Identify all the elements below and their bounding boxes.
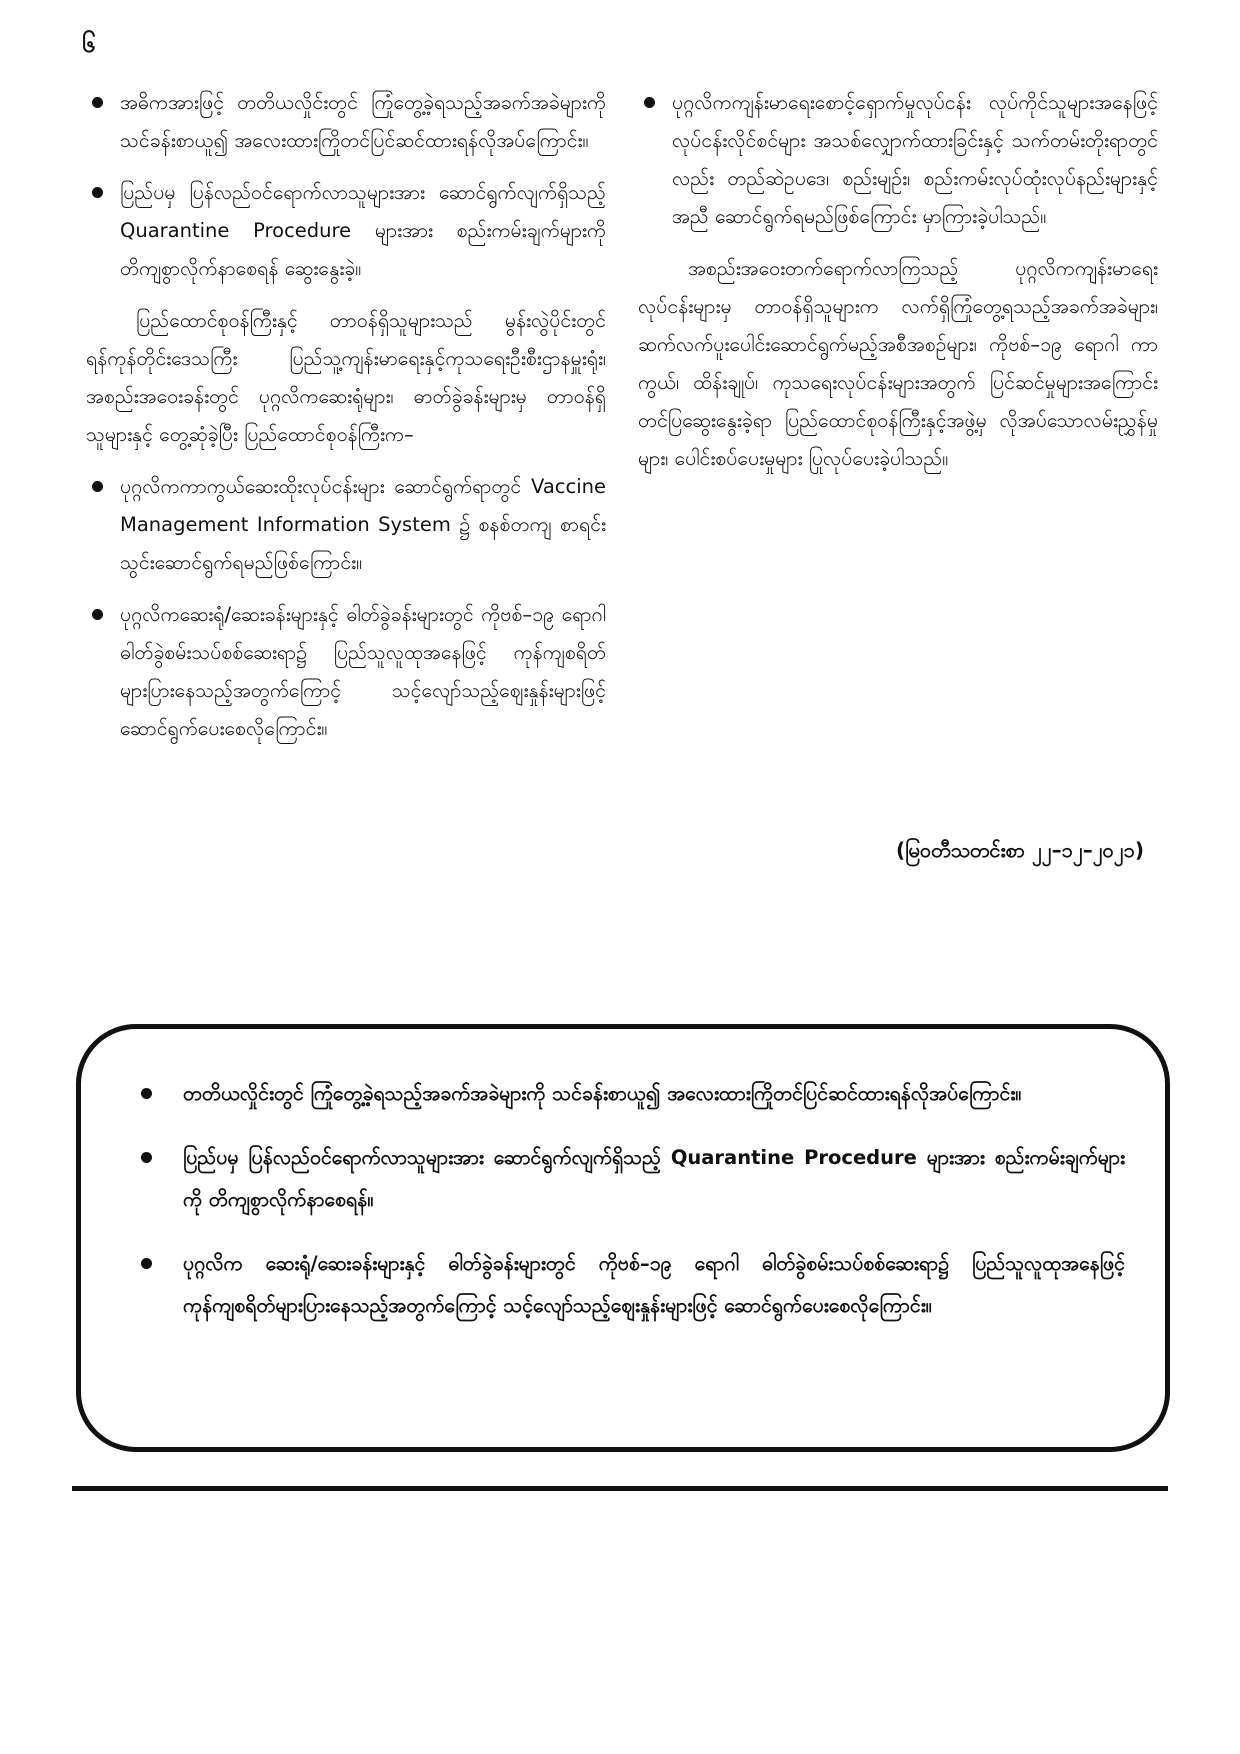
bullet-icon <box>644 97 655 108</box>
list-item-text: ပုဂ္ဂလိကကာကွယ်ဆေးထိုးလုပ်ငန်းများ ဆောင်ရွက်ရာတွင် Vaccine Management Information System ၌ စနစ်တကျ စာရင်းသွင်းဆောင်ရွက်ရမည်ဖြစ်ကြောင်း။ <box>120 475 606 574</box>
callout-item <box>141 1137 1125 1221</box>
right-column <box>638 84 1158 492</box>
list-item <box>86 84 606 160</box>
callout-item-text: ပြည်ပမှ ပြန်လည်ဝင်ရောက်လာသူများအား ဆောင်ရွက်လျက်ရှိသည့် Quarantine Procedure များအား စည်းကမ်းချက်များကို တိကျစွာလိုက်နာစေရန်။ <box>183 1146 1125 1211</box>
body-paragraph: ပြည်ထောင်စုဝန်ကြီးနှင့် တာဝန်ရှိသူများသည် မွန်းလွဲပိုင်းတွင် ရန်ကုန်တိုင်းဒေသကြီး ပြည်သူ့ကျန်းမာရေးနှင့်ကုသရေးဦးစီးဌာနမှူးရုံး၊ အစည်းအဝေးခန်းတွင် ပုဂ္ဂလိကဆေးရုံများ၊ ဓာတ်ခွဲခန်းများမှ တာဝန်ရှိသူများနှင့် တွေ့ဆုံခဲ့ပြီး ပြည်ထောင်စုဝန်ကြီးက– <box>86 309 606 446</box>
list-item <box>86 174 606 288</box>
list-item <box>638 84 1158 236</box>
list-item-text: ပုဂ္ဂလိကကျန်းမာရေးစောင့်ရှောက်မှုလုပ်ငန်း လုပ်ကိုင်သူများအနေဖြင့် လုပ်ငန်းလိုင်စင်များ အသစ်လျှောက်ထားခြင်းနှင့် သက်တမ်းတိုးရာတွင်လည်း တည်ဆဲဥပဒေ၊ စည်းမျဉ်း၊ စည်းကမ်းလုပ်ထုံးလုပ်နည်းများနှင့်အညီ ဆောင်ရွက်ရမည်ဖြစ်ကြောင်း မှာကြားခဲ့ပါသည်။ <box>672 91 1158 228</box>
bullet-icon <box>92 609 103 620</box>
left-column <box>86 84 606 762</box>
bullet-icon <box>92 97 103 108</box>
page-number: ၆ <box>82 30 96 58</box>
bullet-icon <box>141 1088 152 1099</box>
list-item-text: ပုဂ္ဂလိကဆေးရုံ/ဆေးခန်းများနှင့် ဓါတ်ခွဲခန်းများတွင် ကိုဗစ်–၁၉ ရောဂါ ဓါတ်ခွဲစမ်းသပ်စစ်ဆေးရာ၌ ပြည်သူလူထုအနေဖြင့် ကုန်ကျစရိတ်များပြားနေသည့်အတွက်ကြောင့် သင့်လျော်သည့်ဈေးနှုန်းများဖြင့် ဆောင်ရွက်ပေးစေလိုကြောင်း။ <box>120 603 606 740</box>
list-item <box>86 468 606 582</box>
bullet-icon <box>92 187 103 198</box>
source-citation: (မြဝတီသတင်းစာ ၂၂–၁၂–၂၀၂၁) <box>895 838 1144 862</box>
body-paragraph: အစည်းအဝေးတက်ရောက်လာကြသည့် ပုဂ္ဂလိကကျန်းမာရေးလုပ်ငန်းများမှ တာဝန်ရှိသူများက လက်ရှိကြုံတွေ့ရသည့်အခက်အခဲများ၊ ဆက်လက်ပူးပေါင်းဆောင်ရွက်မည့်အစီအစဉ်များ၊ ကိုဗစ်–၁၉ ရောဂါ ကာကွယ်၊ ထိန်းချုပ်၊ ကုသရေးလုပ်ငန်းများအတွက် ပြင်ဆင်မှုများအကြောင်း တင်ပြဆွေးနွေးခဲ့ရာ ပြည်ထောင်စုဝန်ကြီးနှင့်အဖွဲ့မှ လိုအပ်သောလမ်းညွှန်မှုများ၊ ပေါင်းစပ်ပေးမှုများ ပြုလုပ်ပေးခဲ့ပါသည်။ <box>638 257 1158 470</box>
list-item-text: အဓိကအားဖြင့် တတိယလှိုင်းတွင် ကြုံတွေ့ခဲ့ရသည့်အခက်အခဲများကို သင်ခန်းစာယူ၍ အလေးထားကြိုတင်ပြင်ဆင်ထားရန်လိုအပ်ကြောင်း။ <box>120 91 606 152</box>
list-item <box>86 596 606 748</box>
divider-rule <box>72 1486 1168 1491</box>
callout-item-text: တတိယလှိုင်းတွင် ကြုံတွေ့ခဲ့ရသည့်အခက်အခဲများကို သင်ခန်းစာယူ၍ အလေးထားကြိုတင်ပြင်ဆင်ထားရန်လိုအပ်ကြောင်း။ <box>183 1082 1022 1105</box>
bullet-icon <box>141 1258 152 1269</box>
bullet-icon <box>141 1152 152 1163</box>
bullet-icon <box>92 481 103 492</box>
summary-callout-box <box>76 1024 1170 1452</box>
list-item-text: ပြည်ပမှ ပြန်လည်ဝင်ရောက်လာသူများအား ဆောင်ရွက်လျက်ရှိသည့် Quarantine Procedure များအား စည်းကမ်းချက်များကို တိကျစွာလိုက်နာစေရန် ဆွေးနွေးခဲ့။ <box>120 181 606 280</box>
callout-item-text: ပုဂ္ဂလိက ဆေးရုံ/ဆေးခန်းများနှင့် ဓါတ်ခွဲခန်းများတွင် ကိုဗစ်–၁၉ ရောဂါ ဓါတ်ခွဲစမ်းသပ်စစ်ဆေးရာ၌ ပြည်သူလူထုအနေဖြင့် ကုန်ကျစရိတ်များပြားနေသည့်အတွက်ကြောင့် သင့်လျော်သည့်ဈေးနှုန်းများဖြင့် ဆောင်ရွက်ပေးစေလိုကြောင်း။ <box>183 1252 1125 1317</box>
callout-item <box>141 1073 1125 1115</box>
callout-item <box>141 1243 1125 1327</box>
